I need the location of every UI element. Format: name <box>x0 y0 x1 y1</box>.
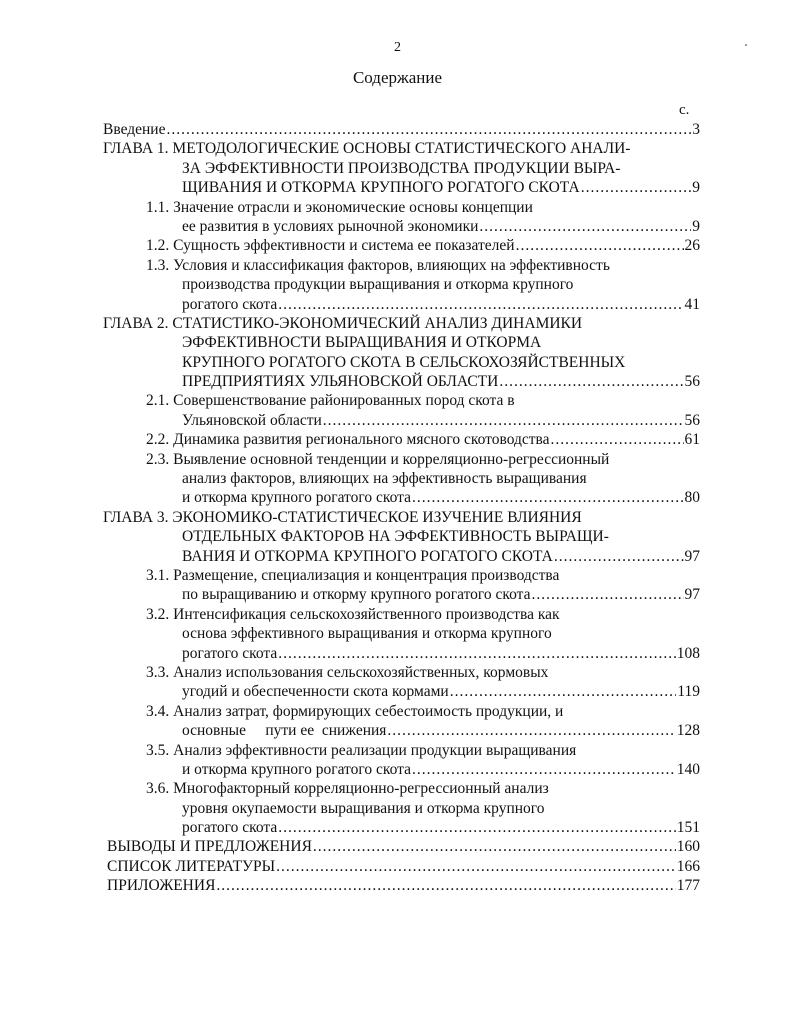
toc-entry-section-2-2 <box>0 430 795 449</box>
toc-page-number: 56 <box>684 373 700 391</box>
leader-dots <box>554 547 684 566</box>
toc-entry-section-3-4 <box>0 702 795 741</box>
toc-entry-appendices <box>0 876 795 895</box>
toc-line: 3.3. Анализ использования сельскохозяйственных, кормовых <box>146 663 549 681</box>
toc-line: рогатого скота <box>182 644 278 662</box>
toc-line: рогатого скота <box>182 295 278 313</box>
toc-line: основные пути ее снижения <box>182 722 387 740</box>
leader-dots <box>581 178 692 197</box>
toc-entry-section-3-1 <box>0 566 795 605</box>
toc-entry-title: ВЫВОДЫ И ПРЕДЛОЖЕНИЯ <box>107 838 312 856</box>
toc-entry-title: Введение <box>103 121 166 138</box>
toc-line: ее развития в условиях рыночной экономики <box>182 217 479 235</box>
leader-dots <box>278 818 675 837</box>
toc-line: 3.1. Размещение, специализация и концентрация производства <box>146 566 560 584</box>
toc-entry-title: СПИСОК ЛИТЕРАТУРЫ <box>107 857 276 875</box>
toc-line: 1.1. Значение отрасли и экономические основы концепции <box>146 198 533 216</box>
leader-dots <box>479 217 691 236</box>
toc-page-number: 119 <box>677 683 700 701</box>
toc-page-number: 166 <box>676 857 700 875</box>
leader-dots <box>499 372 683 391</box>
toc-page-number: 41 <box>684 295 700 313</box>
toc-line: угодий и обеспеченности скота кормами <box>182 683 449 701</box>
toc-line: 2.1. Совершенствование районированных пород скота в <box>146 392 515 410</box>
toc-line: ГЛАВА 3. ЭКОНОМИКО-СТАТИСТИЧЕСКОЕ ИЗУЧЕНИЕ ВЛИЯНИЯ <box>103 508 582 526</box>
toc-entry-section-1-2 <box>0 236 795 255</box>
leader-dots <box>278 644 675 663</box>
toc-line: ГЛАВА 2. СТАТИСТИКО-ЭКОНОМИЧЕСКИЙ АНАЛИЗ ДИНАМИКИ <box>103 314 583 332</box>
page-title: Содержание <box>352 68 443 87</box>
toc-page-number: 9 <box>692 179 700 197</box>
leader-dots <box>278 295 683 314</box>
toc-page-number: 80 <box>684 489 700 507</box>
leader-dots <box>450 682 677 701</box>
toc-page-number: 56 <box>684 411 700 429</box>
toc-line: и откорма крупного рогатого скота <box>182 489 411 507</box>
toc-line: ГЛАВА 1. МЕТОДОЛОГИЧЕСКИЕ ОСНОВЫ СТАТИСТИЧЕСКОГО АНАЛИ- <box>103 140 631 158</box>
toc-page-number: 128 <box>676 722 700 740</box>
toc-entry-literature <box>0 857 795 876</box>
toc-page-number: 140 <box>676 760 700 778</box>
toc-line: 3.4. Анализ затрат, формирующих себестоимость продукции, и <box>146 702 564 720</box>
toc-line: ЭФФЕКТИВНОСТИ ВЫРАЩИВАНИЯ И ОТКОРМА <box>182 334 542 352</box>
toc-entry-section-3-3 <box>0 663 795 702</box>
toc-line: ВАНИЯ И ОТКОРМА КРУПНОГО РОГАТОГО СКОТА <box>182 547 553 565</box>
toc-page-number: 160 <box>676 838 700 856</box>
leader-dots <box>551 430 684 449</box>
toc-entry-section-2-1 <box>0 391 795 430</box>
toc-entry-intro <box>0 120 795 139</box>
toc-line: и откорма крупного рогатого скота <box>182 760 411 778</box>
toc-page-number: 3 <box>692 121 700 138</box>
toc-page-number: 97 <box>684 547 700 565</box>
toc-page-number: 177 <box>676 877 700 895</box>
toc-line: Ульяновской области <box>182 411 322 429</box>
toc-entry-section-1-1 <box>0 198 795 237</box>
toc-line: 2.2. Динамика развития регионального мясного скотоводства <box>146 431 550 449</box>
page-number: 2 <box>394 40 401 55</box>
page-column-label: с. <box>679 102 690 118</box>
toc-entry-section-1-3 <box>0 256 795 314</box>
toc-entry-section-3-5 <box>0 741 795 780</box>
toc-line: 3.2. Интенсификация сельскохозяйственного производства как <box>146 605 560 623</box>
toc-page-number: 26 <box>684 237 700 255</box>
leader-dots <box>323 411 684 430</box>
leader-dots <box>412 760 676 779</box>
toc-line: по выращиванию и откорму крупного рогатого скота <box>182 586 531 604</box>
toc-entry-section-3-6 <box>0 779 795 837</box>
toc-page-number: 108 <box>676 644 700 662</box>
toc-entry-section-3-2 <box>0 605 795 663</box>
toc-entry-chapter-1 <box>0 139 795 197</box>
leader-dots <box>216 876 675 895</box>
toc-line: производства продукции выращивания и откорма крупного <box>182 276 574 294</box>
toc-line: ЗА ЭФФЕКТИВНОСТИ ПРОИЗВОДСТВА ПРОДУКЦИИ ВЫРА- <box>182 159 621 177</box>
toc-line: 1.2. Сущность эффективности и система ее показателей <box>146 237 515 255</box>
toc-line: ЩИВАНИЯ И ОТКОРМА КРУПНОГО РОГАТОГО СКОТА <box>182 179 580 197</box>
toc-line: КРУПНОГО РОГАТОГО СКОТА В СЕЛЬСКОХОЗЯЙСТВЕННЫХ <box>182 353 626 371</box>
toc-line: основа эффективного выращивания и откорма крупного <box>182 625 552 643</box>
toc-line: уровня окупаемости выращивания и откорма крупного <box>182 799 545 817</box>
leader-dots <box>276 857 676 876</box>
toc-line: 2.3. Выявление основной тенденции и корреляционно-регрессионный <box>146 450 610 468</box>
toc-line: 3.6. Многофакторный корреляционно-регрессионный анализ <box>146 780 549 798</box>
toc-line: 1.3. Условия и классификация факторов, влияющих на эффективность <box>146 256 610 274</box>
leader-dots <box>412 488 684 507</box>
toc-line: ПРЕДПРИЯТИЯХ УЛЬЯНОВСКОЙ ОБЛАСТИ <box>182 373 499 391</box>
leader-dots <box>516 236 684 255</box>
leader-dots <box>313 837 676 856</box>
toc-page-number: 151 <box>676 819 700 837</box>
toc-line: рогатого скота <box>182 819 278 837</box>
toc-page-number: 97 <box>684 586 700 604</box>
toc-entry-chapter-3 <box>0 508 795 566</box>
toc-page-number: 61 <box>684 431 700 449</box>
toc-entry-conclusions <box>0 837 795 856</box>
leader-dots <box>532 585 684 604</box>
toc-entry-chapter-2 <box>0 314 795 392</box>
toc-line: анализ факторов, влияющих на эффективность выращивания <box>182 470 587 488</box>
toc-entry-section-2-3 <box>0 450 795 508</box>
leader-dots <box>387 721 675 740</box>
toc-line: 3.5. Анализ эффективности реализации продукции выращивания <box>146 741 577 759</box>
toc-page-number: 9 <box>692 217 700 235</box>
leader-dots <box>166 120 691 139</box>
toc-entry-title: ПРИЛОЖЕНИЯ <box>107 877 216 895</box>
table-of-contents <box>0 120 795 896</box>
toc-line: ОТДЕЛЬНЫХ ФАКТОРОВ НА ЭФФЕКТИВНОСТЬ ВЫРАЩИ- <box>182 528 609 546</box>
